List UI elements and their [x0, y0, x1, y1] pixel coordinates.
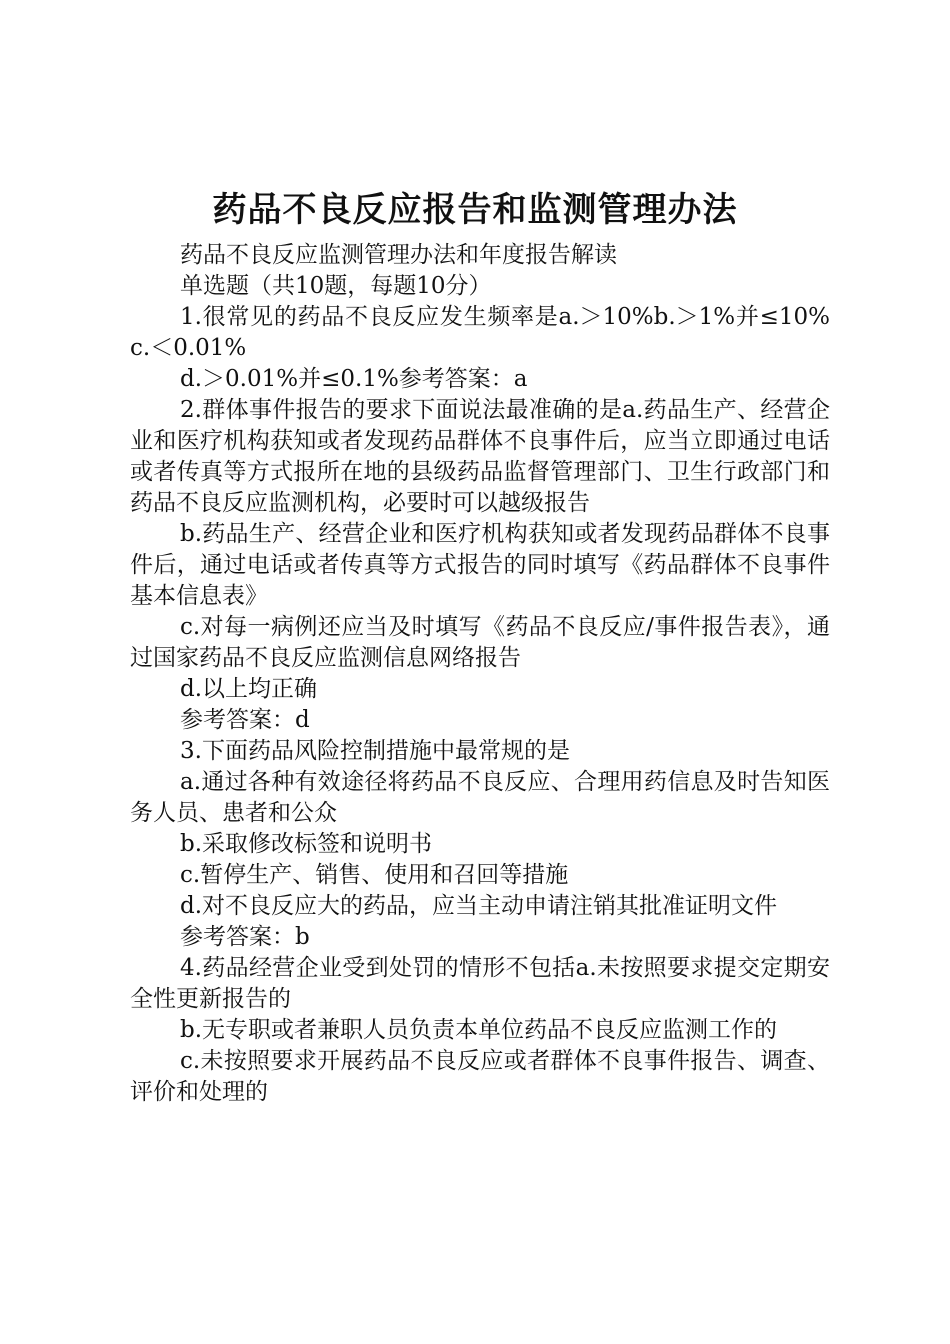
document-title: 药品不良反应报告和监测管理办法 — [212, 190, 738, 230]
question-2: 2.群体事件报告的要求下面说法最准确的是a.药品生产、经营企业和医疗机构获知或者发现药品群体不良事件后，应当立即通过电话或者传真等方式报所在地的县级药品监督管理部门、卫生行政部门和药品不良反应监测机构，必要时可以越级报告 — [130, 397, 830, 516]
question-2-option-c: c.对每一病例还应当及时填写《药品不良反应/事件报告表》，通过国家药品不良反应监测信息网络报告 — [130, 614, 830, 671]
question-1-option-d: d.＞0.01%并≤0.1%参考答案：a — [180, 366, 528, 392]
question-4-option-c: c.未按照要求开展药品不良反应或者群体不良事件报告、调查、评价和处理的 — [130, 1048, 830, 1105]
question-3-option-a: a.通过各种有效途径将药品不良反应、合理用药信息及时告知医务人员、患者和公众 — [130, 769, 830, 826]
question-2-option-b: b.药品生产、经营企业和医疗机构获知或者发现药品群体不良事件后，通过电话或者传真等方式报告的同时填写《药品群体不良事件基本信息表》 — [130, 521, 830, 609]
question-3-option-c: c.暂停生产、销售、使用和召回等措施 — [180, 862, 569, 888]
question-3-option-b: b.采取修改标签和说明书 — [180, 831, 433, 857]
question-3-answer: 参考答案：b — [180, 924, 310, 950]
question-3: 3.下面药品风险控制措施中最常规的是 — [180, 738, 570, 764]
question-2-answer: 参考答案：d — [180, 707, 310, 733]
intro-paragraph: 药品不良反应监测管理办法和年度报告解读 — [180, 242, 617, 268]
question-1: 1.很常见的药品不良反应发生频率是a.＞10%b.＞1%并≤10%c.＜0.01% — [130, 304, 830, 361]
question-4-option-b: b.无专职或者兼职人员负责本单位药品不良反应监测工作的 — [180, 1017, 778, 1043]
question-2-option-d: d.以上均正确 — [180, 676, 318, 702]
question-4: 4.药品经营企业受到处罚的情形不包括a.未按照要求提交定期安全性更新报告的 — [130, 955, 830, 1012]
document-body — [130, 240, 830, 1108]
section-heading: 单选题（共10题，每题10分） — [180, 273, 492, 299]
question-3-option-d: d.对不良反应大的药品，应当主动申请注销其批准证明文件 — [180, 893, 778, 919]
